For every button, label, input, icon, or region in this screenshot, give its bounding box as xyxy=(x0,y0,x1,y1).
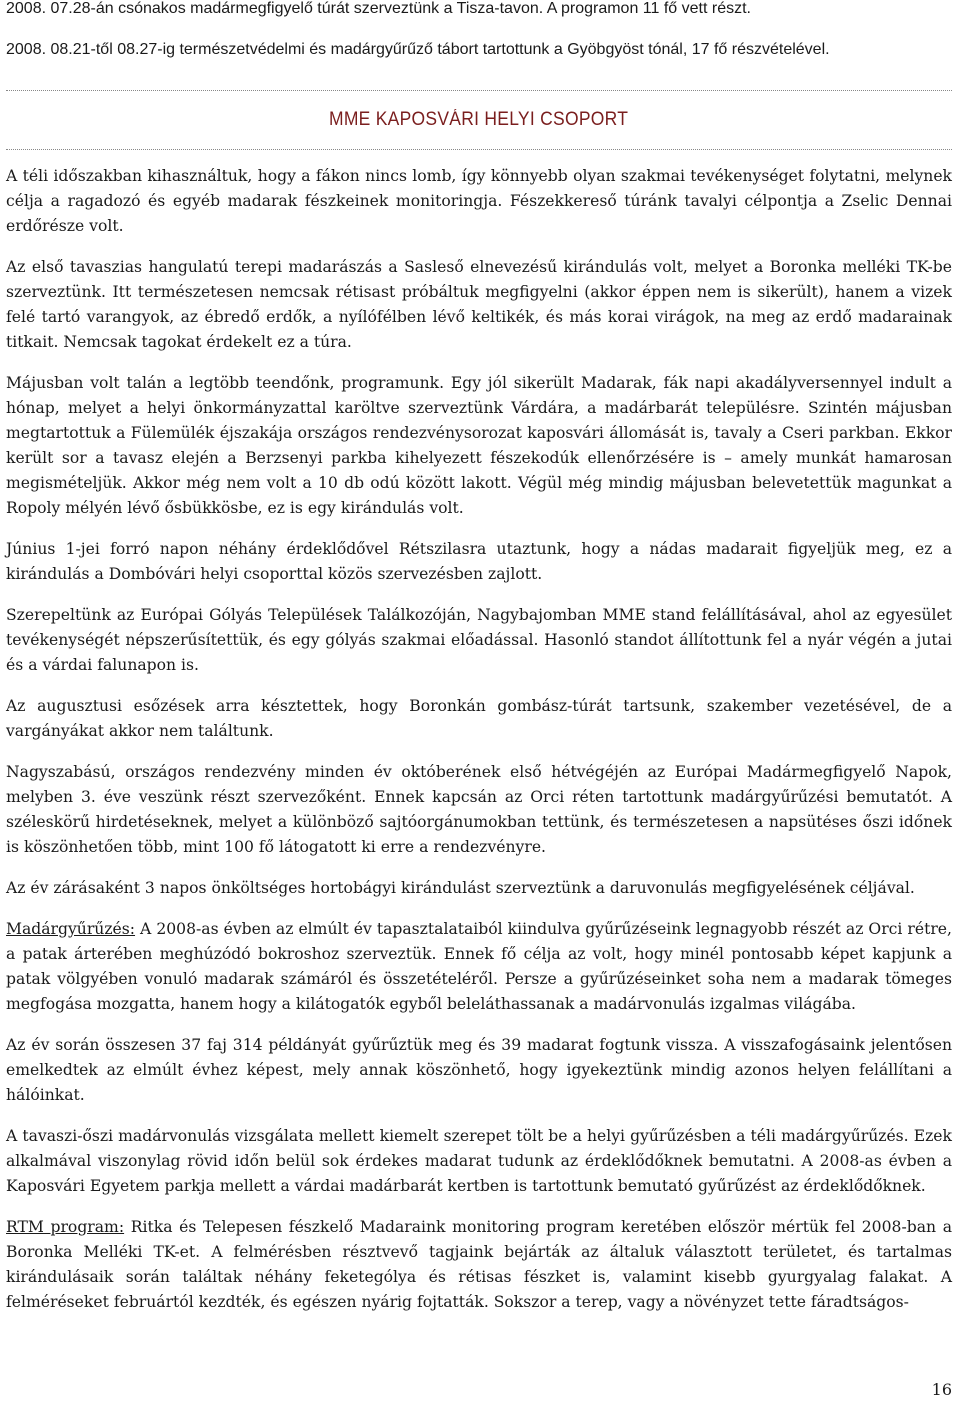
paragraph-mushroom-tour: Az augusztusi esőzések arra késztettek, hogy Boronkán gombász-túrát tartsunk, szakember vezetésével, de a vargányákat akkor nem találtunk. xyxy=(6,697,952,740)
body-text xyxy=(6,164,952,1315)
paragraph-spring-excursion: Az első tavaszias hangulatú terepi madarászás a Sasleső elnevezésű kirándulás volt, melyet a Boronka melléki TK-be szerveztünk. Itt természetesen nemcsak rétisast próbáltuk megfigyelni (akkor éppen nem is sikerült), hanem a vizek felé tartó varangyok, az ébredő erdők, a nyílófélben lévő keltikék, és más korai virágok, na meg az erdő madarainak titkait. Nemcsak tagokat érdekelt ez a túra. xyxy=(6,258,952,351)
paragraph-june-trip: Június 1-jei forró napon néhány érdeklődővel Rétszilasra utaztunk, hogy a nádas madarait figyeljük meg, ez a kirándulás a Dombóvári helyi csoporttal közös szervezésben zajlott. xyxy=(6,540,952,583)
paragraph-hortobagy: Az év zárásaként 3 napos önköltséges hortobágyi kirándulást szerveztünk a daruvonulás megfigyelésének céljával. xyxy=(6,879,915,897)
paragraph-birdwatch-days: Nagyszabású, országos rendezvény minden év októberének első hétvégéjén az Európai Madármegfigyelő Napok, melyben 3. éve veszünk részt szervezőként. Ennek kapcsán az Orci réten tartottunk madárgyűrűzési bemutatót. A széleskörű hirdetéseknek, melyet a különböző sajtóorgánumokban tettünk, és természetesen a napsütéses őszi időnek is köszönhetően több, mint 100 fő látogatott ki erre a rendezvényre. xyxy=(6,763,952,856)
rtm-text: Ritka és Telepesen fészkelő Madaraink monitoring program keretében először mértük fel 2008-ban a Boronka Melléki TK-et. A felmérésben résztvevő tagjaink bejárták az általuk választott területet, és tartalmas kirándulásaik során találtak néhány feketególya és rétisas fészket is, valamint kisebb gyurgyalag falakat. A felméréseket februártól kezdték, és egészen nyárig fojtatták. Sokszor a terep, vagy a növényzet tette fáradtságos- xyxy=(6,1218,952,1311)
paragraph-winter-ringing: A tavaszi-őszi madárvonulás vizsgálata mellett kiemelt szerepet tölt be a helyi gyűrűzésben a téli madárgyűrűzés. Ezek alkalmával viszonylag rövid időn belül sok érdekes madarat tudunk az érdeklődőknek bemutatni. A 2008-as évben a Kaposvári Egyetem parkja mellett a várdai madárbarát kertben is tartottunk bemutató gyűrűzést az érdeklődőknek. xyxy=(6,1127,952,1195)
paragraph-rtm xyxy=(6,1215,952,1315)
paragraph-ringing xyxy=(6,917,952,1017)
ringing-text: A 2008-as évben az elmúlt év tapasztalataiból kiindulva gyűrűzéseink legnagyobb részét az Orci rétre, a patak árterében meghúzódó bokroshoz szerveztük. Ennek fő célja az volt, hogy minél pontosabb képet kapjunk a patak völgyében vonuló madarak számáról és összetételéről. Persze a gyűrűzéseinket soha nem a madarak tömeges megfogása mozgatta, hanem hogy a kilátogatók egyből beleláthassanak a madárvonulás izgalmas világába. xyxy=(6,920,952,1013)
section-heading-box xyxy=(6,90,952,150)
paragraph-ringing-stats: Az év során összesen 37 faj 314 példányát gyűrűztük meg és 39 madarat fogtunk vissza. A visszafogásaink jelentősen emelkedtek az elmúlt évhez képest, mely annak köszönhető, hogy igyekeztünk mindig azonos helyen felállítani a hálóinkat. xyxy=(6,1036,952,1104)
rtm-label: RTM program: xyxy=(6,1218,125,1236)
paragraph-winter-monitoring: A téli időszakban kihasználtuk, hogy a fákon nincs lomb, így könnyebb olyan szakmai tevékenységet folytatni, melynek célja a ragadozó és egyéb madarak fészkeinek monitoringja. Fészekkereső túránk tavalyi célpontja a Zselic Dennai erdőrésze volt. xyxy=(6,167,952,235)
paragraph-stork-meeting: Szerepeltünk az Európai Gólyás Települések Találkozóján, Nagybajomban MME stand felállításával, ahol az egyesület tevékenységét népszerűsítettük, és egy gólyás szakmai előadással. Hasonló standot állítottunk fel a nyár végén a jutai és a várdai falunapon is. xyxy=(6,606,952,674)
ringing-label: Madárgyűrűzés: xyxy=(6,920,136,938)
top-line-2: 2008. 08.21-től 08.27-ig természetvédelmi és madárgyűrűző tábort tartottunk a Gyöbgyöst tónál, 17 fő részvételével. xyxy=(6,41,830,58)
page-number: 16 xyxy=(931,1380,952,1399)
top-line-1: 2008. 07.28-án csónakos madármegfigyelő túrát szerveztünk a Tisza-tavon. A programon 11 fő vett részt. xyxy=(6,0,751,17)
section-heading: MME KAPOSVÁRI HELYI CSOPORT xyxy=(329,109,629,130)
paragraph-may-programs: Májusban volt talán a legtöbb teendőnk, programunk. Egy jól sikerült Madarak, fák napi akadályversennyel indult a hónap, melyet a helyi önkormányzattal karöltve szerveztünk Várdára, a madárbarát településre. Szintén májusban megtartottuk a Fülemülék éjszakája országos rendezvénysorozat kaposvári állomását is, tavaly a Cseri parkban. Ekkor került sor a tavasz elején a Berzsenyi parkba kihelyezett fészekodúk ellenőrzésére is – amely munkát hamarosan megismételjük. Akkor még nem volt a 10 db odú között lakott. Végül még mindig májusban belevetettük magunkat a Ropoly mélyén lévő ősbükkösbe, ez is egy kirándulás volt. xyxy=(6,374,952,517)
